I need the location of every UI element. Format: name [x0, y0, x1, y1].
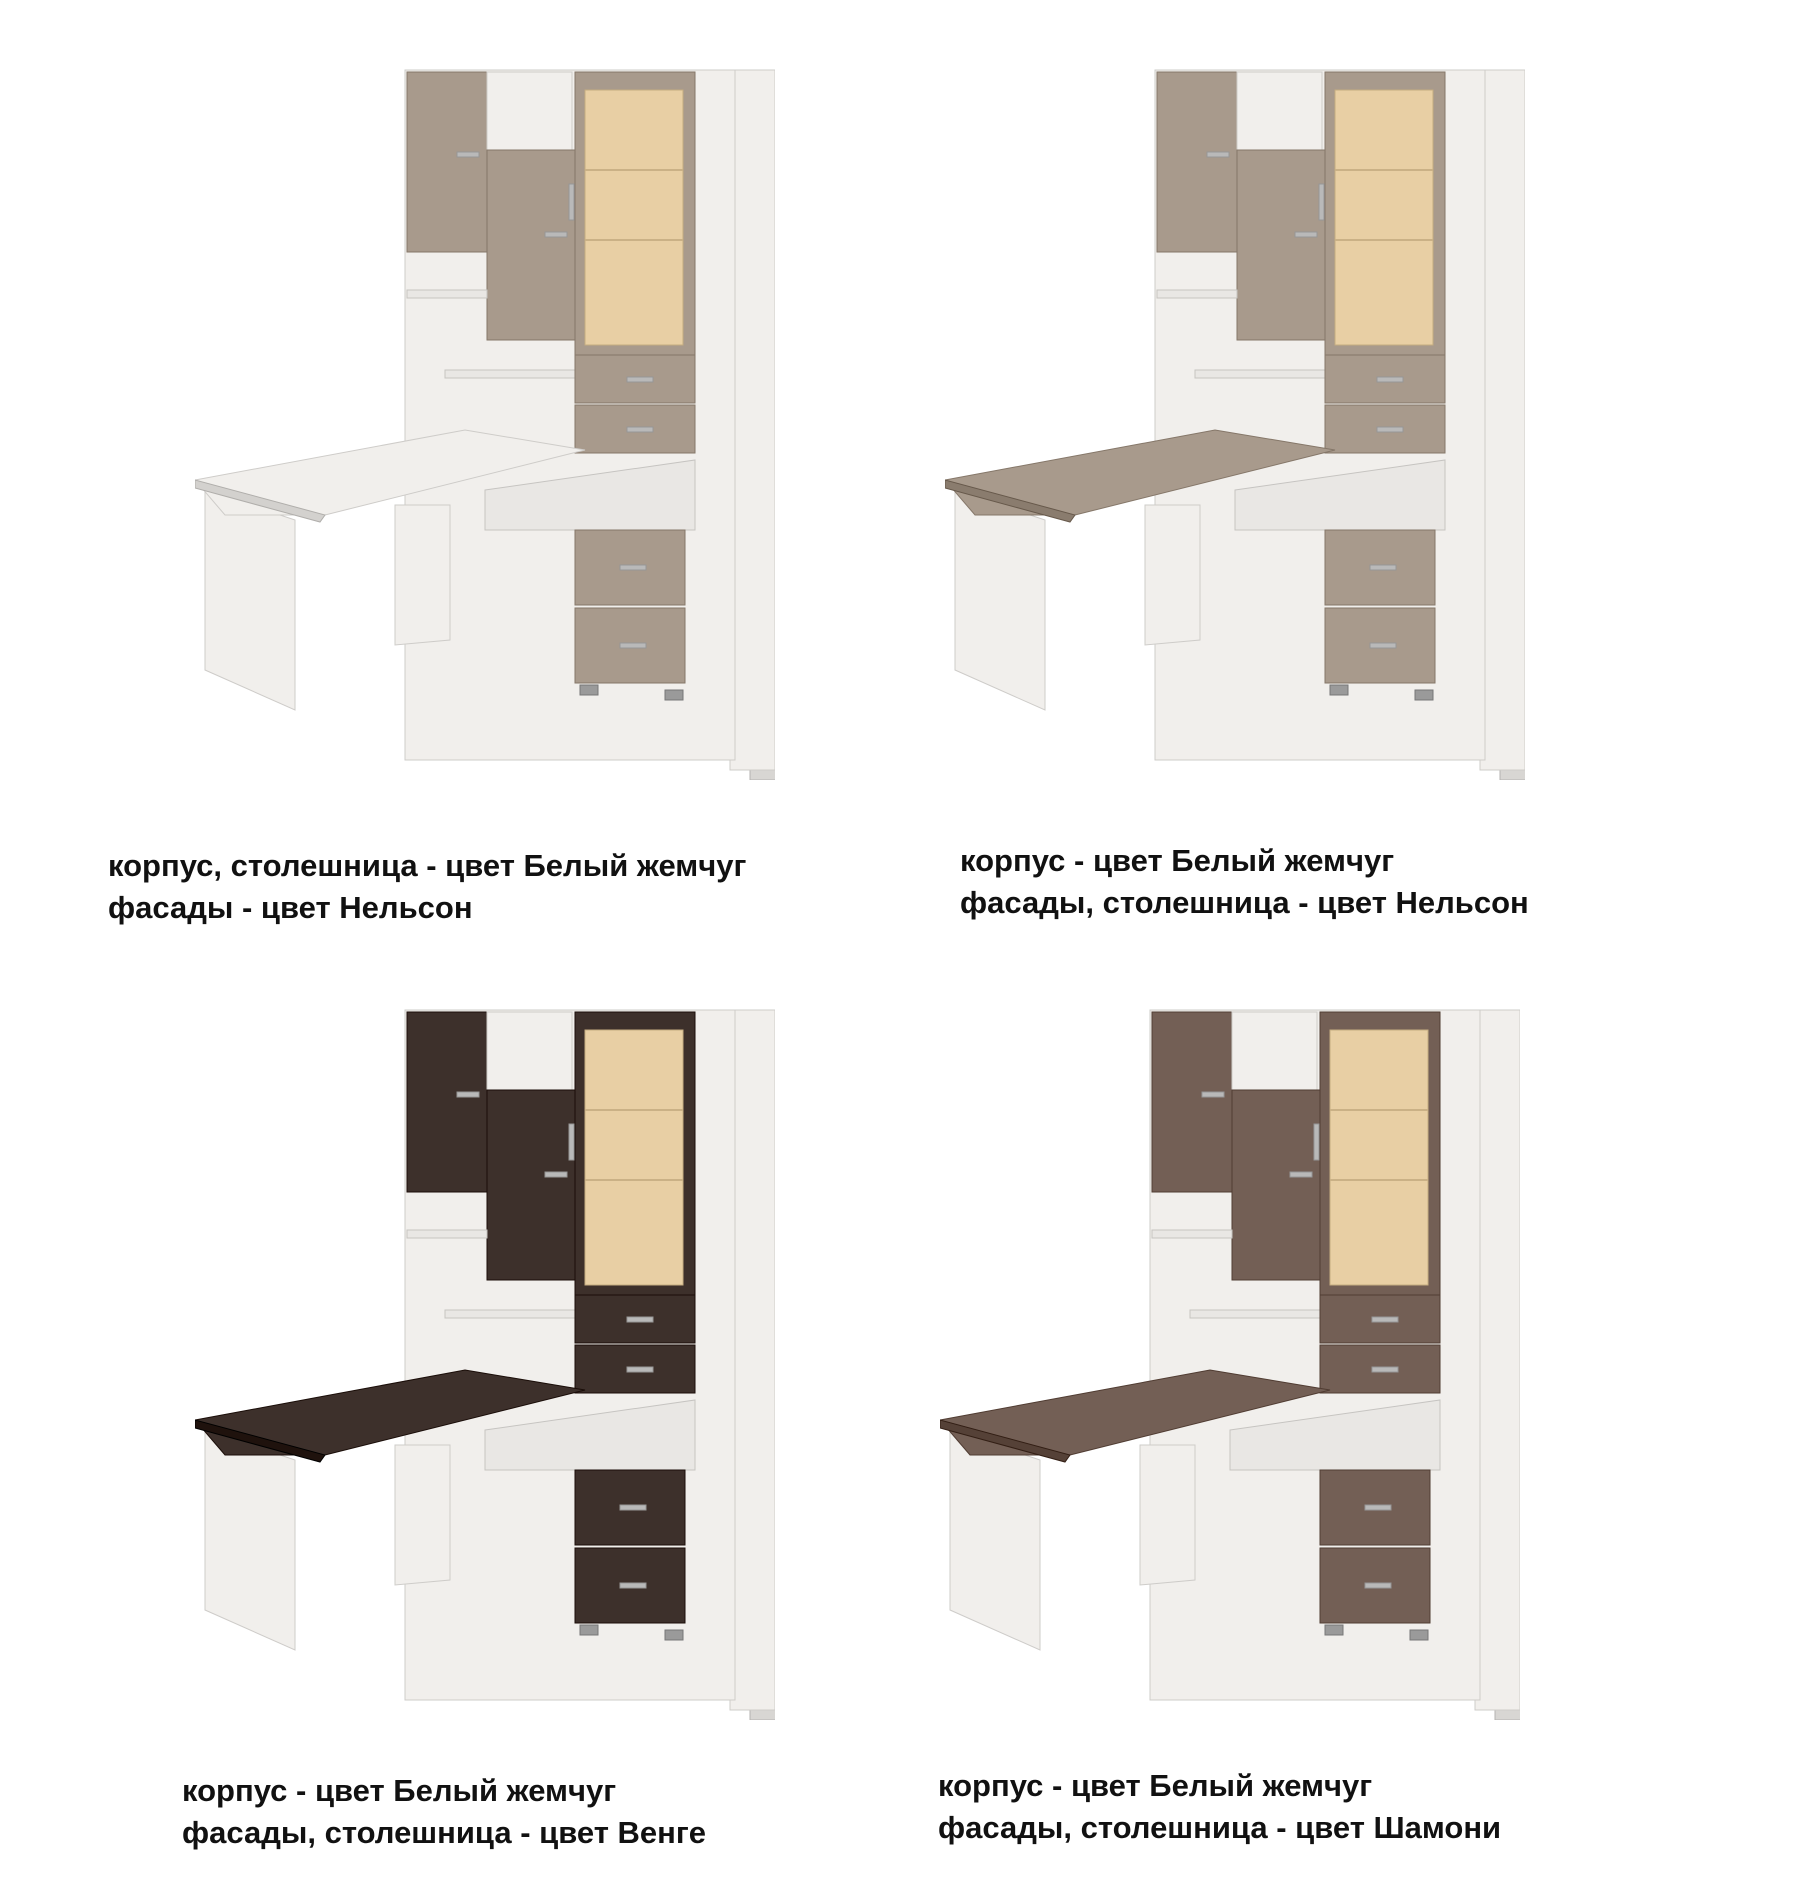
- middle-door-handle-v: [569, 1124, 574, 1160]
- pedestal-drawer-1-handle: [620, 1505, 646, 1510]
- caption-variant-1: [108, 845, 746, 929]
- glass-door-panel: [585, 1030, 683, 1285]
- caption-variant-2: [960, 840, 1529, 924]
- upper-drawer-1-handle: [627, 377, 653, 382]
- middle-door-handle-h: [1295, 232, 1317, 237]
- upper-left-door: [407, 1012, 487, 1192]
- pedestal-drawer-1-handle: [1365, 1505, 1391, 1510]
- desk-middle-leg: [395, 1445, 450, 1585]
- corner-desk-illustration: [195, 60, 775, 780]
- foot-2: [1410, 1630, 1428, 1640]
- middle-door-handle-h: [1290, 1172, 1312, 1177]
- desk-left-leg: [205, 490, 295, 710]
- bookcase-right-side: [1480, 70, 1525, 770]
- upper-drawer-1-handle: [627, 1317, 653, 1322]
- caption-variant-3: [182, 1770, 706, 1854]
- corner-desk-illustration: [940, 1000, 1520, 1720]
- left-shelf-1: [1152, 1230, 1232, 1238]
- upper-drawer-2-handle: [1377, 427, 1403, 432]
- corner-desk-illustration: [945, 60, 1525, 780]
- pedestal-drawer-2-handle: [620, 1583, 646, 1588]
- desk-middle-leg: [395, 505, 450, 645]
- foot-2: [1415, 690, 1433, 700]
- middle-door: [487, 1090, 575, 1280]
- caption-line: фасады, столешница - цвет Нельсон: [960, 885, 1529, 920]
- foot-2: [665, 690, 683, 700]
- open-niche: [1232, 1012, 1317, 1092]
- middle-door-handle-v: [1314, 1124, 1319, 1160]
- caption-variant-4: [938, 1765, 1501, 1849]
- middle-door: [487, 150, 575, 340]
- upper-left-door-handle: [457, 1092, 479, 1097]
- desk-middle-leg: [1145, 505, 1200, 645]
- caption-line: корпус, столешница - цвет Белый жемчуг: [108, 848, 747, 883]
- pedestal-drawer-2-handle: [1365, 1583, 1391, 1588]
- desk-middle-leg: [1140, 1445, 1195, 1585]
- middle-shelf: [1195, 370, 1325, 378]
- caption-line: фасады - цвет Нельсон: [108, 890, 473, 925]
- middle-shelf: [1190, 1310, 1320, 1318]
- middle-shelf: [445, 370, 575, 378]
- pedestal-drawer-1-handle: [1370, 565, 1396, 570]
- variant-1: [195, 60, 775, 780]
- foot-2: [665, 1630, 683, 1640]
- glass-door-panel: [585, 90, 683, 345]
- middle-shelf: [445, 1310, 575, 1318]
- middle-door-handle-v: [1319, 184, 1324, 220]
- open-niche: [487, 72, 572, 152]
- caption-line: фасады, столешница - цвет Шамони: [938, 1810, 1502, 1845]
- caption-line: корпус - цвет Белый жемчуг: [938, 1768, 1373, 1803]
- left-shelf-1: [407, 1230, 487, 1238]
- upper-left-door-handle: [457, 152, 479, 157]
- foot-1: [1325, 1625, 1343, 1635]
- upper-drawer-1-handle: [1377, 377, 1403, 382]
- upper-left-door-handle: [1202, 1092, 1224, 1097]
- variant-3: [195, 1000, 775, 1720]
- bookcase-right-side: [730, 1010, 775, 1710]
- left-shelf-1: [1157, 290, 1237, 298]
- middle-door-handle-h: [545, 232, 567, 237]
- desk-left-leg: [950, 1430, 1040, 1650]
- pedestal-drawer-1-handle: [620, 565, 646, 570]
- glass-door-panel: [1330, 1030, 1428, 1285]
- variant-2: [945, 60, 1525, 780]
- bookcase-right-side: [1475, 1010, 1520, 1710]
- middle-door-handle-v: [569, 184, 574, 220]
- bookcase-right-side: [730, 70, 775, 770]
- upper-drawer-2-handle: [627, 427, 653, 432]
- variant-4: [940, 1000, 1520, 1720]
- foot-1: [1330, 685, 1348, 695]
- left-shelf-1: [407, 290, 487, 298]
- middle-door-handle-h: [545, 1172, 567, 1177]
- pedestal-drawer-2-handle: [620, 643, 646, 648]
- middle-door: [1237, 150, 1325, 340]
- upper-drawer-1-handle: [1372, 1317, 1398, 1322]
- upper-drawer-2-handle: [627, 1367, 653, 1372]
- glass-door-panel: [1335, 90, 1433, 345]
- desk-left-leg: [205, 1430, 295, 1650]
- foot-1: [580, 1625, 598, 1635]
- open-niche: [1237, 72, 1322, 152]
- upper-left-door: [407, 72, 487, 252]
- desk-left-leg: [955, 490, 1045, 710]
- open-niche: [487, 1012, 572, 1092]
- corner-desk-illustration: [195, 1000, 775, 1720]
- upper-left-door: [1152, 1012, 1232, 1192]
- caption-line: корпус - цвет Белый жемчуг: [182, 1773, 617, 1808]
- caption-line: корпус - цвет Белый жемчуг: [960, 843, 1395, 878]
- middle-door: [1232, 1090, 1320, 1280]
- caption-line: фасады, столешница - цвет Венге: [182, 1815, 706, 1850]
- upper-left-door: [1157, 72, 1237, 252]
- pedestal-drawer-2-handle: [1370, 643, 1396, 648]
- foot-1: [580, 685, 598, 695]
- upper-drawer-2-handle: [1372, 1367, 1398, 1372]
- upper-left-door-handle: [1207, 152, 1229, 157]
